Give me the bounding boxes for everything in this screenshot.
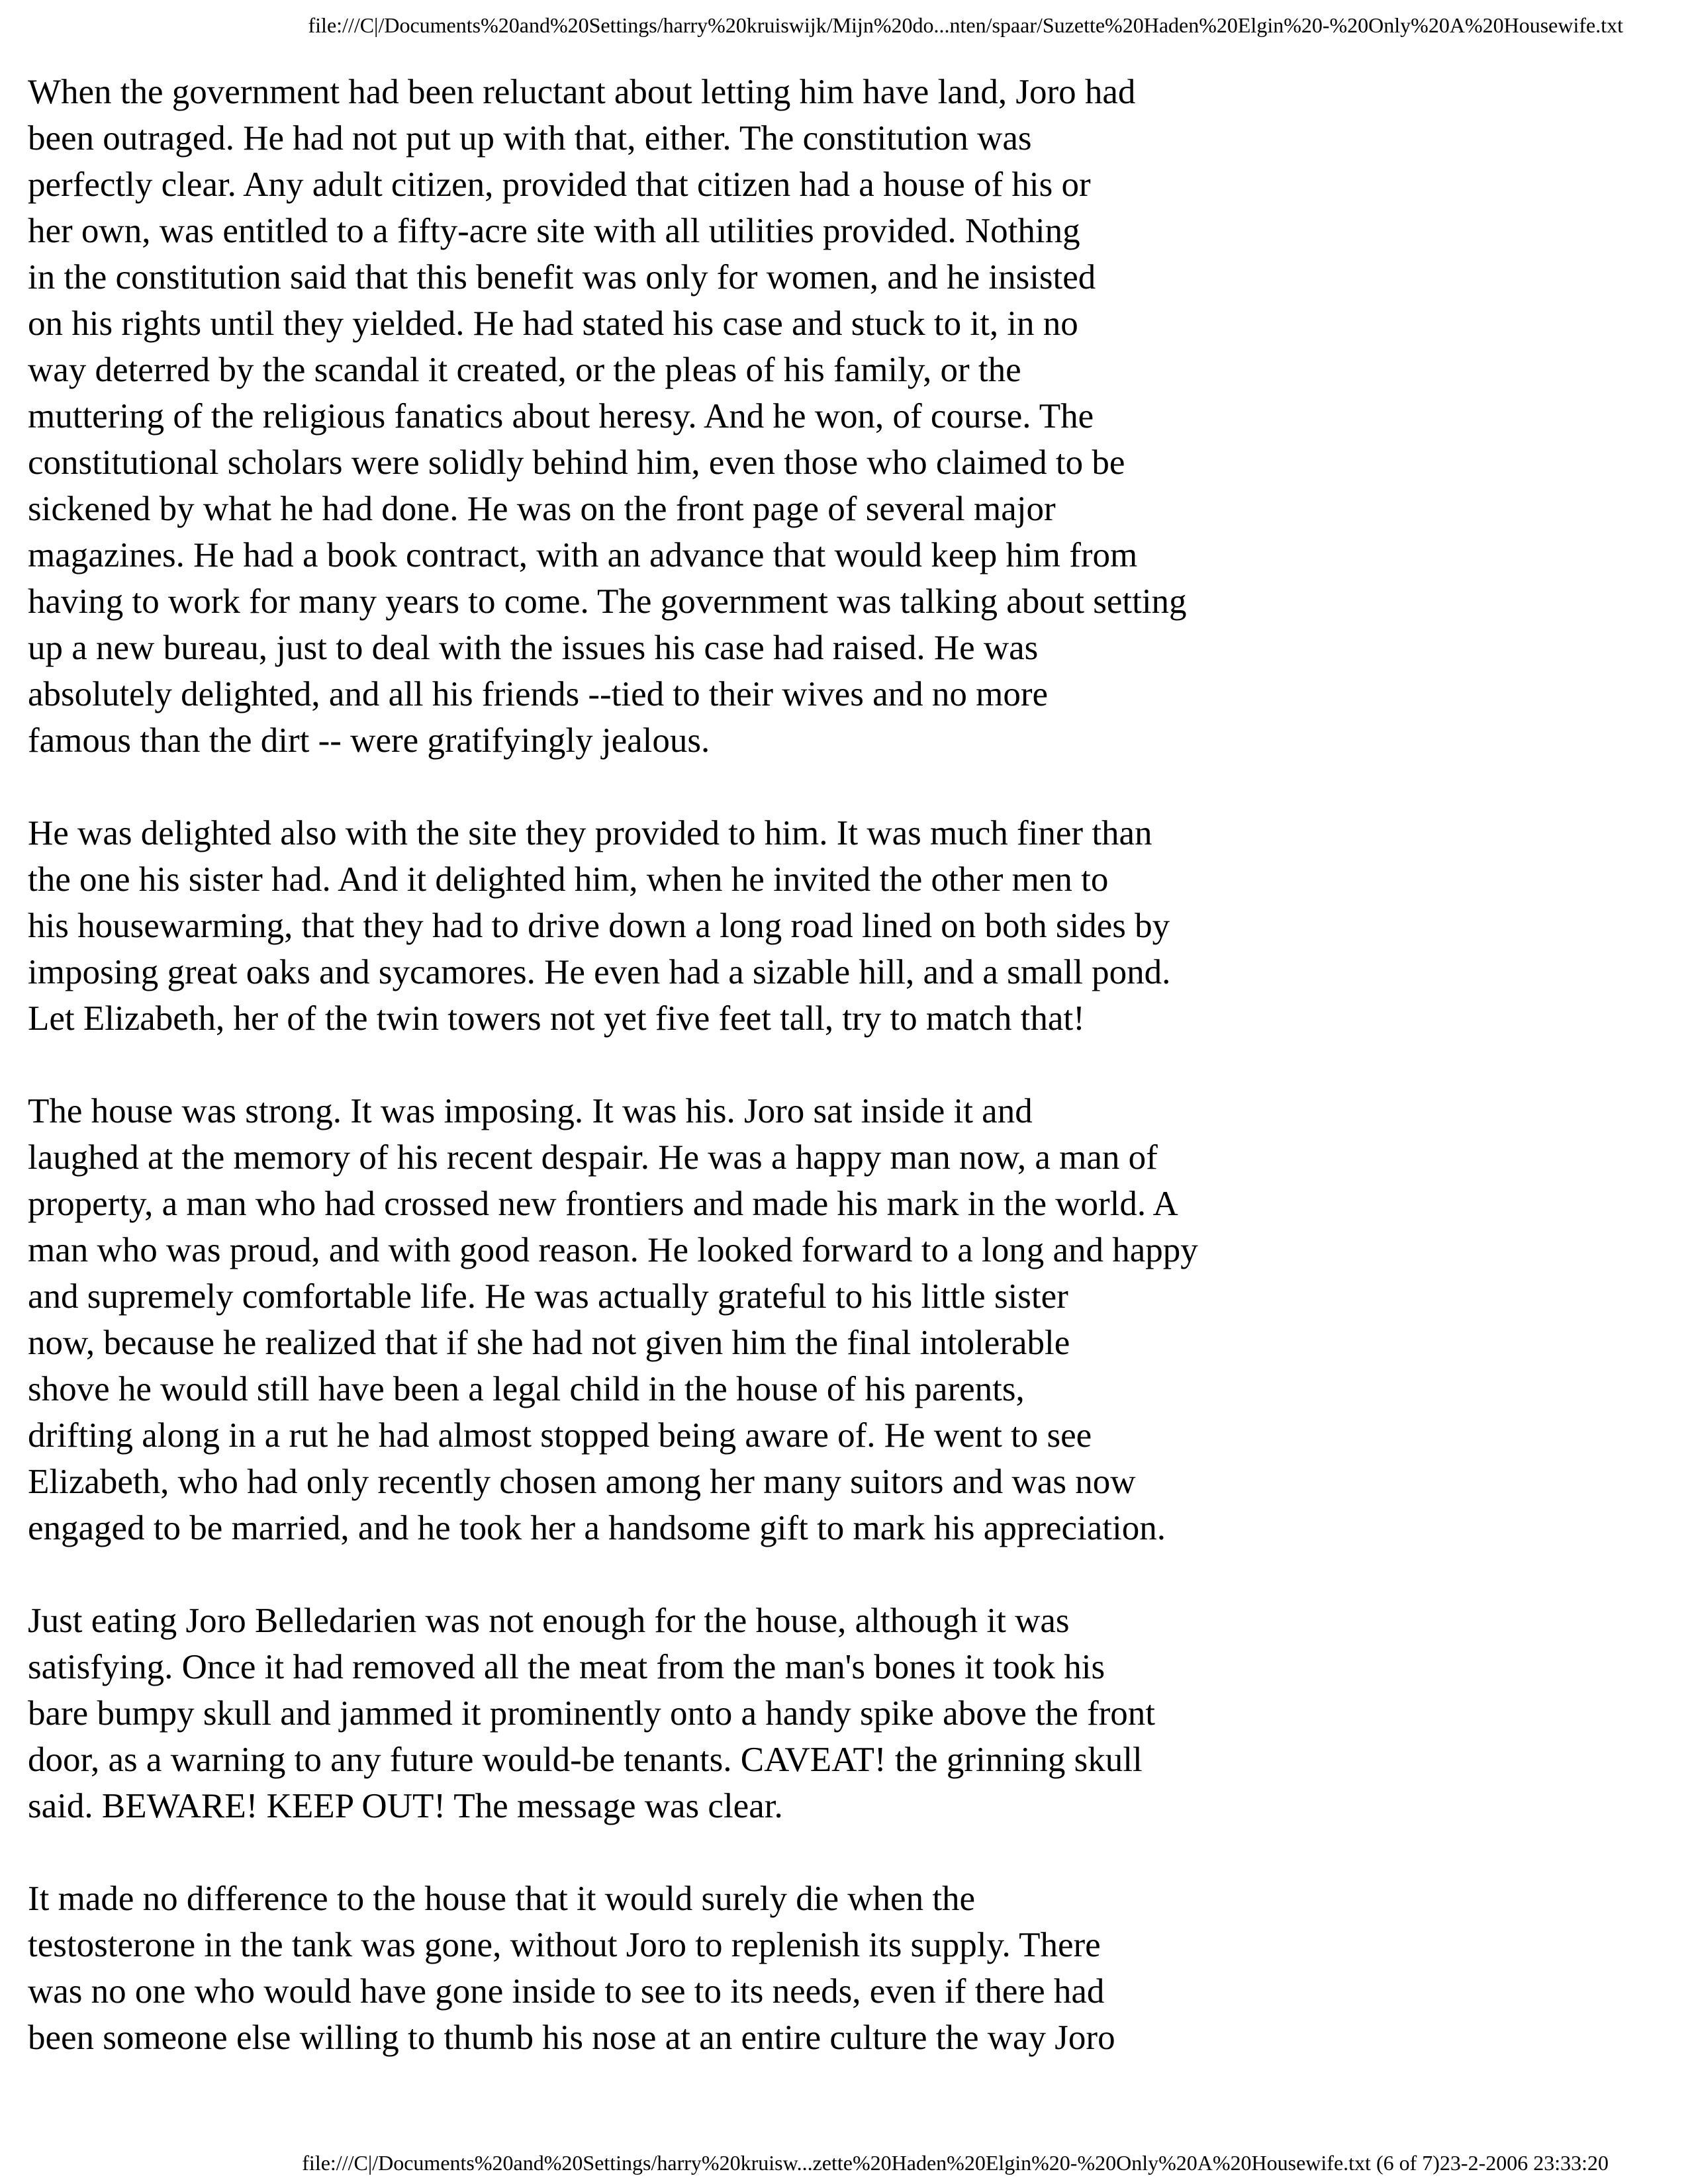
text-line: The house was strong. It was imposing. It was his. Joro sat inside it and: [28, 1092, 1033, 1130]
text-line: When the government had been reluctant about letting him have land, Joro had: [28, 73, 1136, 111]
text-line: sickened by what he had done. He was on the front page of several major: [28, 490, 1056, 528]
text-line: in the constitution said that this benefit was only for women, and he insisted: [28, 258, 1096, 296]
paragraph: [28, 69, 1405, 764]
page-footer-path: file:///C|/Documents%20and%20Settings/harry%20kruisw...zette%20Haden%20Elgin%20-%20Only%20A%20Housewife.txt (6 of 7)23-2-2006 23:33:20: [302, 2151, 1609, 2175]
text-line: engaged to be married, and he took her a handsome gift to mark his appreciation.: [28, 1509, 1166, 1547]
text-line: testosterone in the tank was gone, without Joro to replenish its supply. There: [28, 1926, 1101, 1964]
text-line: drifting along in a rut he had almost stopped being aware of. He went to see: [28, 1416, 1092, 1455]
text-line: laughed at the memory of his recent despair. He was a happy man now, a man of: [28, 1138, 1158, 1177]
text-line: shove he would still have been a legal child in the house of his parents,: [28, 1370, 1025, 1408]
text-line: and supremely comfortable life. He was actually grateful to his little sister: [28, 1277, 1068, 1316]
text-line: way deterred by the scandal it created, or the pleas of his family, or the: [28, 351, 1021, 389]
text-line: constitutional scholars were solidly behind him, even those who claimed to be: [28, 443, 1125, 482]
text-line: been someone else willing to thumb his nose at an entire culture the way Joro: [28, 2019, 1115, 2057]
text-line: door, as a warning to any future would-be tenants. CAVEAT! the grinning skull: [28, 1741, 1143, 1779]
paragraph: [28, 1088, 1405, 1551]
text-line: imposing great oaks and sycamores. He even had a sizable hill, and a small pond.: [28, 953, 1171, 991]
text-line: He was delighted also with the site they provided to him. It was much finer than: [28, 814, 1152, 852]
text-line: her own, was entitled to a fifty-acre site with all utilities provided. Nothing: [28, 212, 1080, 250]
text-line: bare bumpy skull and jammed it prominently onto a handy spike above the front: [28, 1694, 1155, 1733]
paragraph: [28, 810, 1405, 1042]
text-line: Elizabeth, who had only recently chosen among her many suitors and was now: [28, 1463, 1136, 1501]
text-line: up a new bureau, just to deal with the issues his case had raised. He was: [28, 629, 1039, 667]
text-line: now, because he realized that if she had not given him the final intolerable: [28, 1324, 1070, 1362]
text-line: man who was proud, and with good reason. He looked forward to a long and happy: [28, 1231, 1198, 1269]
text-line: been outraged. He had not put up with that, either. The constitution was: [28, 119, 1032, 158]
page-header-path: file:///C|/Documents%20and%20Settings/harry%20kruiswijk/Mijn%20do...nten/spaar/Suzette%20Haden%20Elgin%20-%20Only%20A%20Housewife.txt: [308, 13, 1623, 37]
text-line: the one his sister had. And it delighted him, when he invited the other men to: [28, 860, 1109, 899]
text-line: famous than the dirt -- were gratifyingly jealous.: [28, 721, 710, 760]
text-line: perfectly clear. Any adult citizen, provided that citizen had a house of his or: [28, 165, 1091, 204]
text-line: Just eating Joro Belledarien was not enough for the house, although it was: [28, 1602, 1070, 1640]
text-line: property, a man who had crossed new frontiers and made his mark in the world. A: [28, 1185, 1178, 1223]
text-line: absolutely delighted, and all his friends --tied to their wives and no more: [28, 675, 1049, 713]
text-line: It made no difference to the house that it would surely die when the: [28, 1880, 976, 1918]
text-line: was no one who would have gone inside to see to its needs, even if there had: [28, 1972, 1105, 2011]
text-line: said. BEWARE! KEEP OUT! The message was clear.: [28, 1787, 783, 1825]
text-line: Let Elizabeth, her of the twin towers not yet five feet tall, try to match that!: [28, 999, 1085, 1038]
text-line: muttering of the religious fanatics about heresy. And he won, of course. The: [28, 397, 1094, 435]
document-body: [28, 69, 1405, 2061]
text-line: on his rights until they yielded. He had stated his case and stuck to it, in no: [28, 304, 1078, 343]
text-line: having to work for many years to come. The government was talking about setting: [28, 582, 1187, 621]
paragraph: [28, 1876, 1405, 2061]
text-line: his housewarming, that they had to drive down a long road lined on both sides by: [28, 907, 1170, 945]
paragraph: [28, 1598, 1405, 1829]
text-line: magazines. He had a book contract, with an advance that would keep him from: [28, 536, 1138, 574]
text-line: satisfying. Once it had removed all the meat from the man's bones it took his: [28, 1648, 1105, 1686]
